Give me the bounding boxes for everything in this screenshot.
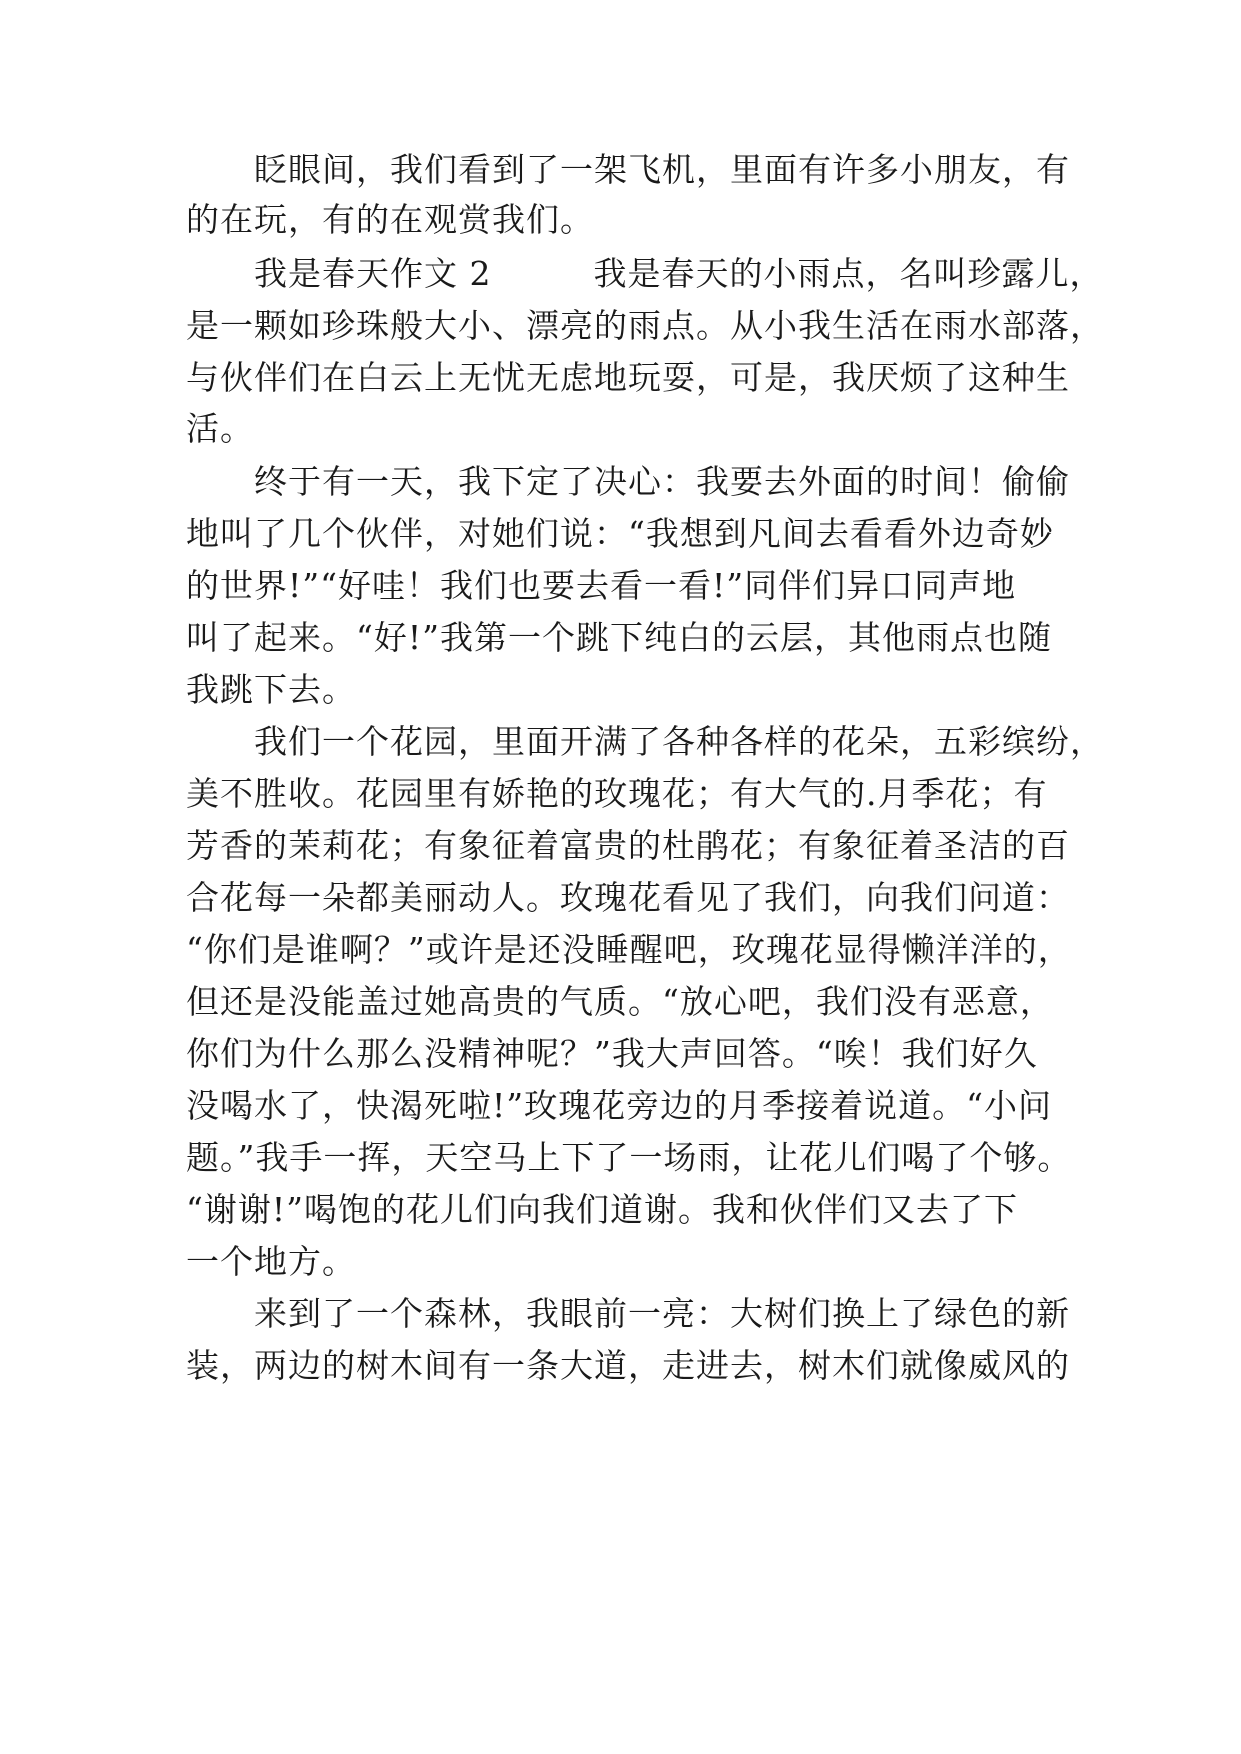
text-line: 美不胜收。花园里有娇艳的玫瑰花；有大气的.月季花；有 (186, 774, 1048, 813)
text-line: 装，两边的树木间有一条大道，走进去，树木们就像威风的 (186, 1346, 1070, 1385)
text-line: “谢谢!”喝饱的花儿们向我们道谢。我和伙伴们又去了下 (186, 1190, 1019, 1229)
text-line: “你们是谁啊？”或许是还没睡醒吧，玫瑰花显得懒洋洋的， (186, 930, 1072, 969)
text-line: 眨眼间，我们看到了一架飞机，里面有许多小朋友，有 (254, 150, 1070, 189)
text-line: 题。”我手一挥，天空马上下了一场雨，让花儿们喝了个够。 (186, 1138, 1072, 1177)
text-line: 我们一个花园，里面开满了各种各样的花朵，五彩缤纷， (254, 722, 1104, 761)
text-line: 合花每一朵都美丽动人。玫瑰花看见了我们，向我们问道： (186, 878, 1070, 917)
text-line: 的在玩，有的在观赏我们。 (186, 200, 594, 239)
text-line: 活。 (186, 409, 254, 448)
text-line: 没喝水了，快渴死啦!”玫瑰花旁边的月季接着说道。“小问 (186, 1086, 1053, 1125)
text-line: 与伙伴们在白云上无忧无虑地玩耍，可是，我厌烦了这种生 (186, 358, 1070, 397)
text-line: 是一颗如珍珠般大小、漂亮的雨点。从小我生活在雨水部落， (186, 306, 1104, 345)
text-line: 我是春天作文 2 我是春天的小雨点，名叫珍露儿， (254, 254, 1104, 293)
text-line: 地叫了几个伙伴，对她们说：“我想到凡间去看看外边奇妙 (186, 514, 1054, 553)
text-line: 但还是没能盖过她高贵的气质。“放心吧，我们没有恶意， (186, 982, 1054, 1021)
text-line: 芳香的茉莉花；有象征着富贵的杜鹃花；有象征着圣洁的百 (186, 826, 1070, 865)
text-line: 我跳下去。 (186, 670, 356, 709)
text-line: 来到了一个森林，我眼前一亮：大树们换上了绿色的新 (254, 1294, 1070, 1333)
text-line: 你们为什么那么没精神呢？”我大声回答。“唉！我们好久 (186, 1034, 1038, 1073)
text-line: 一个地方。 (186, 1242, 356, 1281)
text-line: 终于有一天，我下定了决心：我要去外面的时间！偷偷 (254, 462, 1070, 501)
text-line: 的世界!”“好哇！我们也要去看一看!”同伴们异口同声地 (186, 566, 1017, 605)
text-line: 叫了起来。“好!”我第一个跳下纯白的云层，其他雨点也随 (186, 618, 1053, 657)
